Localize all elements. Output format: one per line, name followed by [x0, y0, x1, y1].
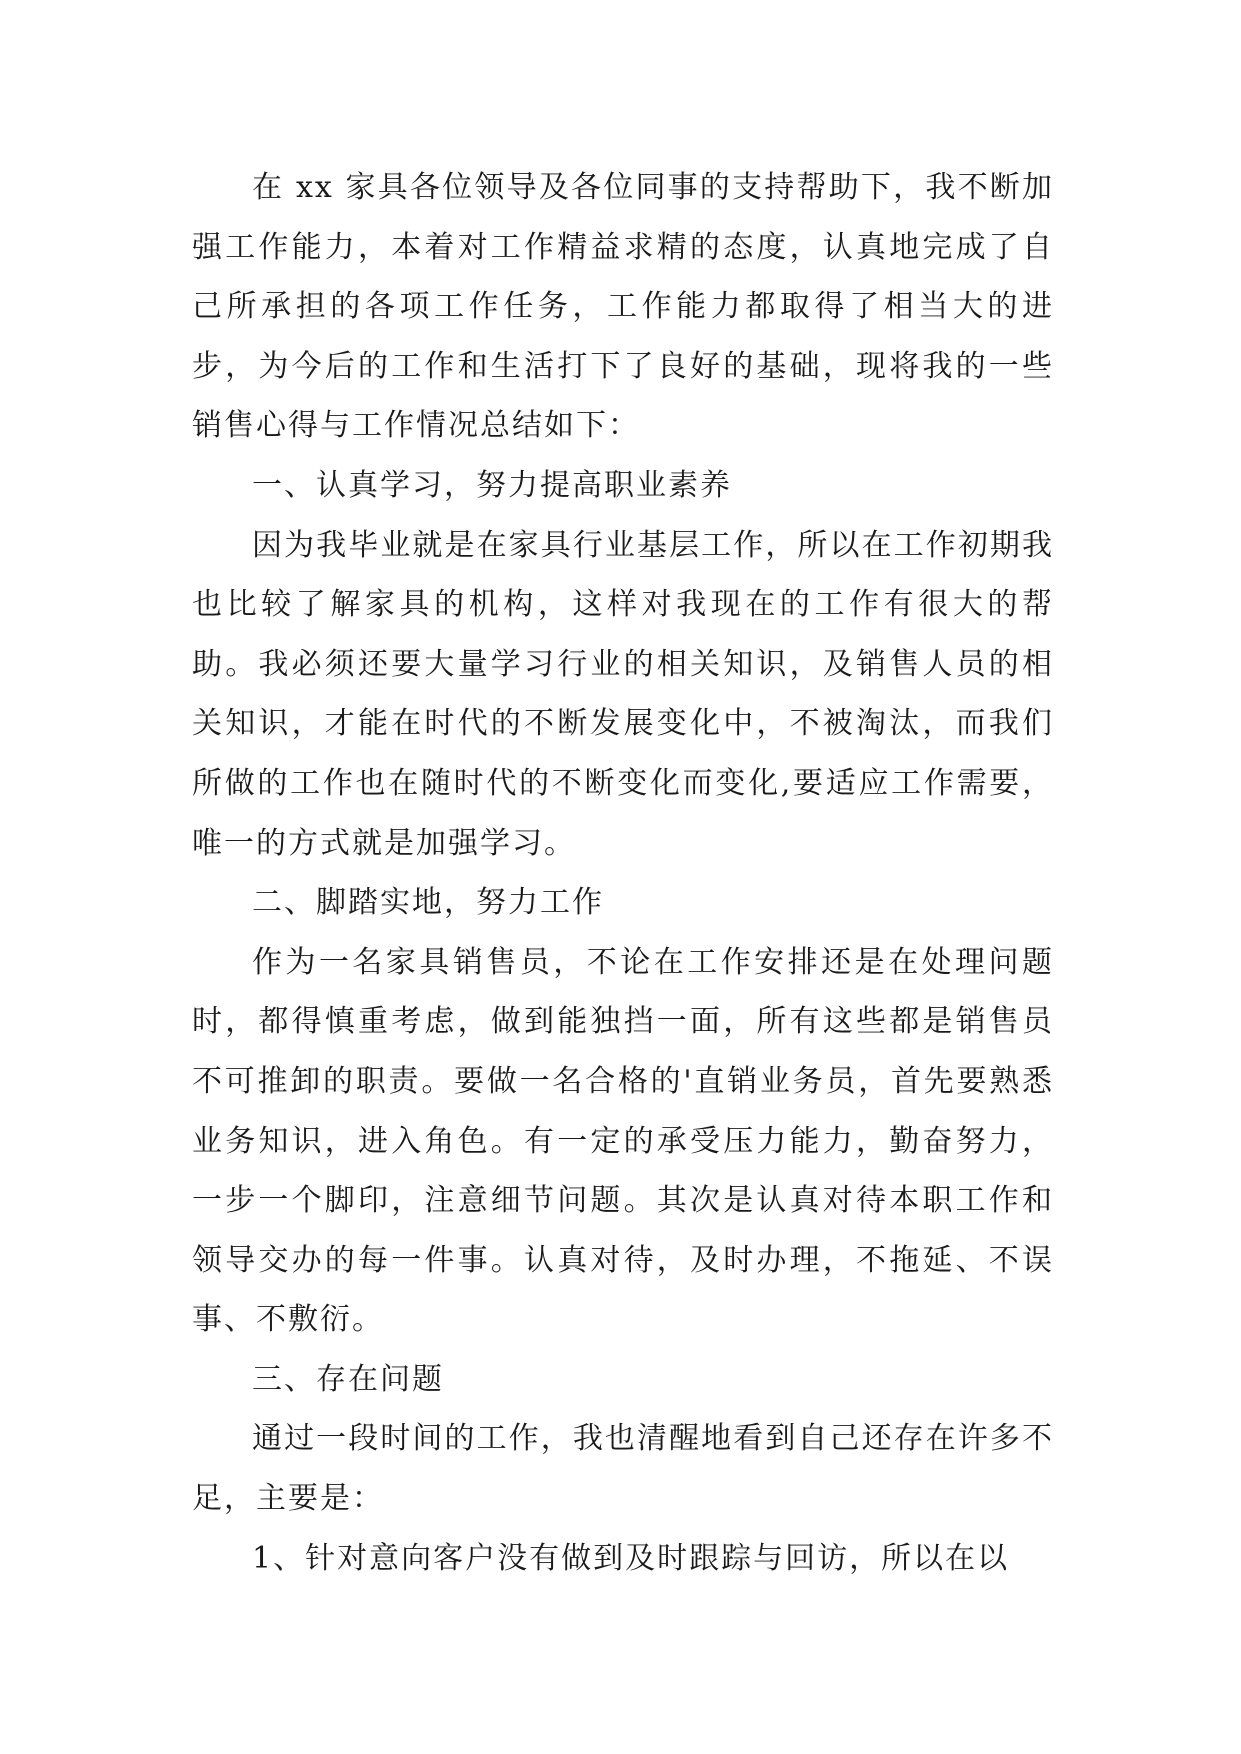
section-heading-2: 二、脚踏实地，努力工作	[252, 885, 604, 921]
section-heading-1: 一、认真学习，努力提高职业素养	[252, 467, 732, 503]
document-body	[192, 158, 1054, 1588]
section-2-paragraph: 作为一名家具销售员，不论在工作安排还是在处理问题时，都得慎重考虑，做到能独挡一面，所有这些都是销售员不可推卸的职责。要做一名合格的'直销业务员，首先要熟悉业务知识，进入角色。有一定的承受压力能力，勤奋努力，一步一个脚印，注意细节问题。其次是认真对待本职工作和领导交办的每一件事。认真对待，及时办理，不拖延、不误事、不敷衍。	[192, 944, 1054, 1338]
section-heading-3: 三、存在问题	[252, 1361, 444, 1397]
list-item-1: 1、针对意向客户没有做到及时跟踪与回访，所以在以	[252, 1540, 1010, 1576]
section-3-paragraph: 通过一段时间的工作，我也清醒地看到自己还存在许多不足，主要是：	[192, 1421, 1054, 1517]
intro-paragraph: 在 xx 家具各位领导及各位同事的支持帮助下，我不断加强工作能力，本着对工作精益求精的态度，认真地完成了自己所承担的各项工作任务，工作能力都取得了相当大的进步，为今后的工作和生活打下了良好的基础，现将我的一些销售心得与工作情况总结如下：	[192, 170, 1054, 444]
section-1-paragraph: 因为我毕业就是在家具行业基层工作，所以在工作初期我也比较了解家具的机构，这样对我现在的工作有很大的帮助。我必须还要大量学习行业的相关知识，及销售人员的相关知识，才能在时代的不断发展变化中，不被淘汰，而我们所做的工作也在随时代的不断变化而变化,要适应工作需要，唯一的方式就是加强学习。	[192, 527, 1054, 861]
